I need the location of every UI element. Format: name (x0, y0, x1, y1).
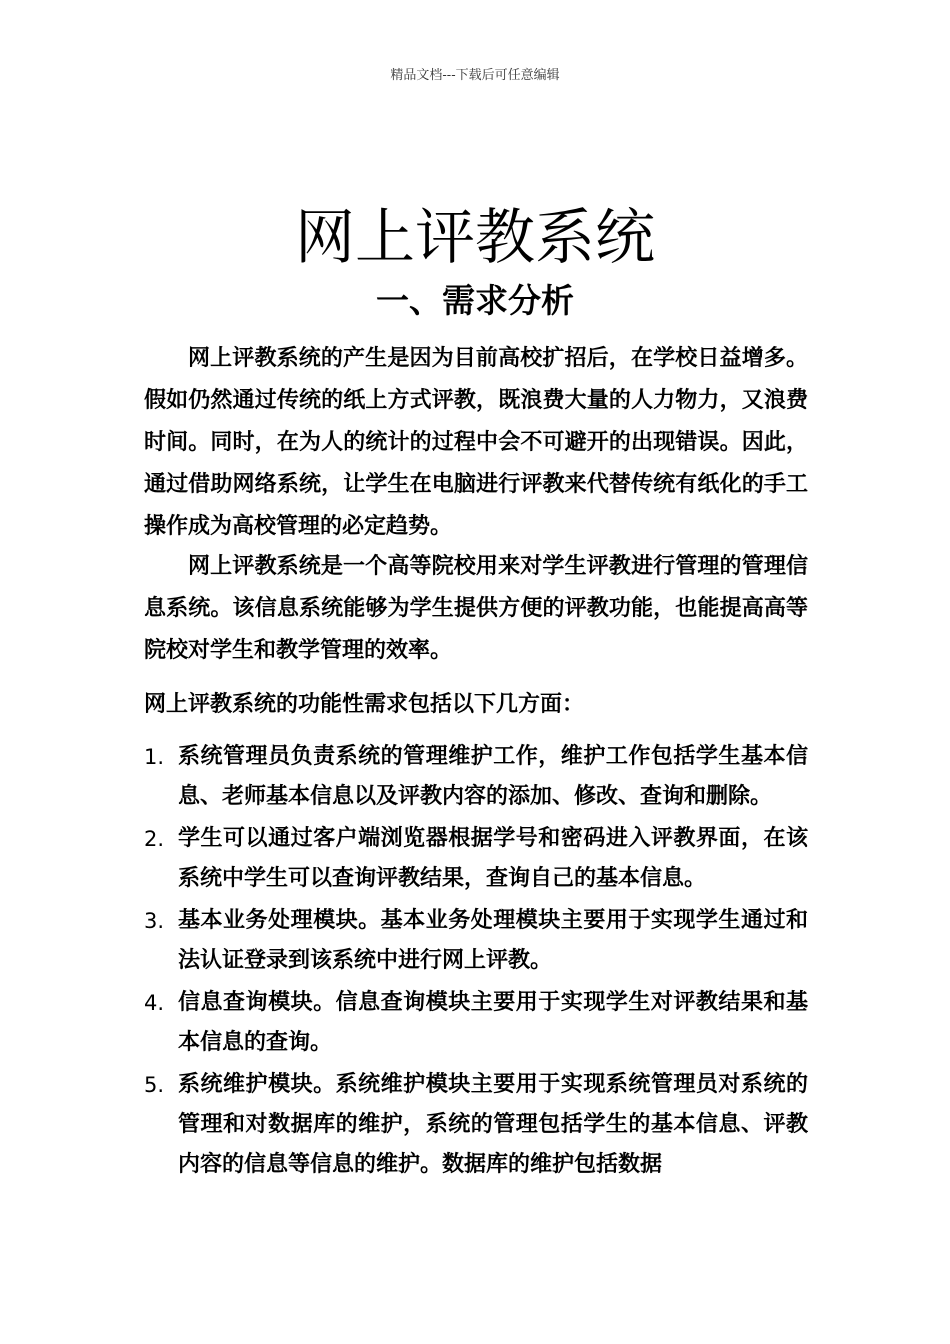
list-item-number: 2. (144, 827, 165, 851)
list-item-text: 系统管理员负责系统的管理维护工作，维护工作包括学生基本信息、老师基本信息以及评教内容的添加、修改、查询和删除。 (178, 744, 808, 809)
requirements-list (144, 737, 808, 1187)
list-item-text: 系统维护模块。系统维护模块主要用于实现系统管理员对系统的管理和对数据库的维护，系统的管理包括学生的基本信息、评教内容的信息等信息的维护。数据库的维护包括数据 (178, 1072, 808, 1177)
list-item-text: 基本业务处理模块。基本业务处理模块主要用于实现学生通过和法认证登录到该系统中进行网上评教。 (178, 908, 808, 973)
list-item (144, 819, 808, 899)
list-item-text: 信息查询模块。信息查询模块主要用于实现学生对评教结果和基本信息的查询。 (178, 990, 808, 1055)
list-item (144, 901, 808, 981)
section-heading: 一、需求分析 (376, 281, 574, 320)
list-item-number: 5. (144, 1073, 165, 1097)
list-item-text: 学生可以通过客户端浏览器根据学号和密码进入评教界面，在该系统中学生可以查询评教结果，查询自己的基本信息。 (178, 826, 808, 891)
list-item (144, 983, 808, 1063)
paragraph-background: 网上评教系统的产生是因为目前高校扩招后，在学校日益增多。假如仍然通过传统的纸上方式评教，既浪费大量的人力物力，又浪费时间。同时，在为人的统计的过程中会不可避开的出现错误。因此，通过借助网络系统，让学生在电脑进行评教来代替传统有纸化的手工操作成为高校管理的必定趋势。 (144, 346, 808, 539)
requirements-intro: 网上评教系统的功能性需求包括以下几方面： (144, 692, 585, 717)
list-item-number: 1. (144, 745, 165, 769)
list-item-number: 4. (144, 991, 165, 1015)
list-item (144, 1065, 808, 1185)
list-item (144, 737, 808, 817)
document-title: 网上评教系统 (295, 203, 655, 273)
list-item-number: 3. (144, 909, 165, 933)
paragraph-system-description: 网上评教系统是一个高等院校用来对学生评教进行管理的管理信息系统。该信息系统能够为学生提供方便的评教功能，也能提高高等院校对学生和教学管理的效率。 (144, 554, 808, 663)
page-header: 精品文档---下载后可任意编辑 (390, 68, 560, 83)
